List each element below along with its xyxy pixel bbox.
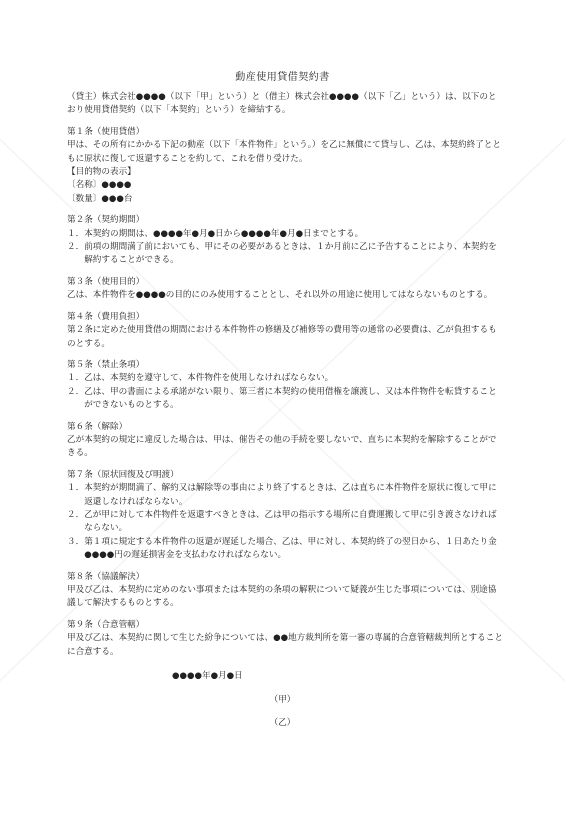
- item-text: 乙は、甲の書面による承諾がない限り、第三者に本契約の使用借権を譲渡し、又は本件物件を転貸することができないものとする。: [84, 386, 497, 411]
- article-gap: [67, 611, 503, 619]
- article-gap: [67, 413, 503, 421]
- article-8: [67, 571, 503, 611]
- article-gap: [67, 118, 503, 126]
- item-text: 前項の期間満了前においても、甲にその必要があるときは、１か月前に乙に予告することにより、本契約を解約することができる。: [84, 242, 497, 266]
- article-paragraph: 甲は、その所有にかかる下記の動産（以下「本件物件」という。）を乙に無償にて貸与し、乙は、本契約終了とともに原状に復して返還することを約して、これを借り受けた。: [67, 140, 501, 164]
- item-number: １．: [67, 483, 85, 494]
- article-gap: [67, 268, 503, 276]
- article-paragraph: 甲及び乙は、本契約に関して生じた紛争については、●●地方裁判所を第一審の専属的合意管轄裁判所とすることに合意する。: [67, 633, 503, 657]
- article-heading: 第７条（原状回復及び明渡）: [67, 469, 179, 480]
- article-paragraph: 第２条に定めた使用貸借の期間における本件物件の修繕及び補修等の費用等の通常の必要費は、乙が負担するものとする。: [67, 325, 497, 349]
- article-heading: 第９条（合意管轄）: [67, 619, 145, 630]
- item-text: 本契約が期間満了、解約又は解除等の事由により終了するときは、乙は直ちに本件物件を原状に復して甲に返還しなければならない。: [84, 483, 497, 507]
- article-gap: [67, 563, 503, 571]
- item-number: ３．: [67, 536, 85, 547]
- article-item: [67, 372, 503, 385]
- article-item: [67, 482, 503, 509]
- article-2: [67, 214, 503, 268]
- article-gap: [67, 206, 503, 214]
- article-item: [67, 509, 503, 536]
- item-text: 乙は、本契約を遵守して、本件物件を使用しなければならない。: [84, 373, 334, 384]
- article-7: [67, 469, 503, 563]
- item-number: １．: [67, 228, 85, 239]
- article-gap: [67, 461, 503, 469]
- party-b-label: （乙）: [269, 718, 296, 728]
- party-a-label: （甲）: [269, 695, 296, 705]
- article-paragraph: 乙は、本件物件を●●●●の目的にのみ使用することとし、それ以外の用途に使用してはならないものとする。: [67, 290, 493, 301]
- article-gap: [67, 351, 503, 359]
- article-heading: 第６条（解除）: [67, 421, 128, 432]
- article-heading: 第５条（禁止条項）: [67, 359, 145, 370]
- article-9: [67, 619, 503, 659]
- article-1: [67, 126, 503, 206]
- item-number: ２．: [67, 509, 85, 520]
- document-title: 動産使用貸借契約書: [235, 72, 330, 83]
- article-heading: 第８条（協議解決）: [67, 571, 145, 582]
- article-heading: 第４条（費用負担）: [67, 311, 145, 322]
- article-gap: [67, 303, 503, 311]
- article-4: [67, 311, 503, 351]
- preamble: （貸主）株式会社●●●●（以下「甲」という）と（借主）株式会社●●●●（以下「乙」という）は、以下のとおり使用貸借契約（以下「本契約」という）を締結する。: [67, 92, 497, 116]
- article-paragraph: 〔数量〕●●●台: [67, 193, 133, 204]
- item-number: ２．: [67, 386, 85, 397]
- article-6: [67, 421, 503, 461]
- article-heading: 第２条（契約期間）: [67, 215, 145, 226]
- article-paragraph: 乙が本契約の規定に違反した場合は、甲は、催告その他の手続を要しないで、直ちに本契約を解除することができる。: [67, 434, 497, 459]
- article-item: [67, 386, 503, 413]
- item-number: ２．: [67, 242, 85, 253]
- article-paragraph: 〔名称〕●●●●: [67, 180, 132, 191]
- document-body: [67, 91, 503, 659]
- item-number: １．: [67, 373, 85, 384]
- article-heading: 第１条（使用貸借）: [67, 126, 145, 137]
- item-text: 乙が甲に対して本件物件を返還すべきときは、乙は甲の指示する場所に自費運搬して甲に引き渡さなければならない。: [84, 509, 497, 534]
- article-paragraph: 【目的物の表示】: [67, 167, 136, 178]
- item-text: 本契約の期間は、●●●●年●月●日から●●●●年●月●日までとする。: [84, 228, 364, 239]
- article-item: [67, 536, 503, 563]
- article-heading: 第３条（使用目的）: [67, 276, 145, 287]
- contract-date: ●●●●年●月●日: [172, 671, 243, 681]
- article-item: [67, 241, 503, 268]
- article-item: [67, 228, 503, 241]
- article-3: [67, 276, 503, 303]
- item-text: 第１項に規定する本件物件の返還が遅延した場合、乙は、甲に対し、本契約終了の翌日から、１日あたり金●●●●円の遅延損害金を支払わなければならない。: [84, 536, 497, 561]
- article-5: [67, 359, 503, 413]
- article-list: [67, 118, 503, 659]
- article-paragraph: 甲及び乙は、本契約に定めのない事項または本契約の条項の解釈について疑義が生じた事項については、別途協議して解決するものとする。: [67, 585, 497, 609]
